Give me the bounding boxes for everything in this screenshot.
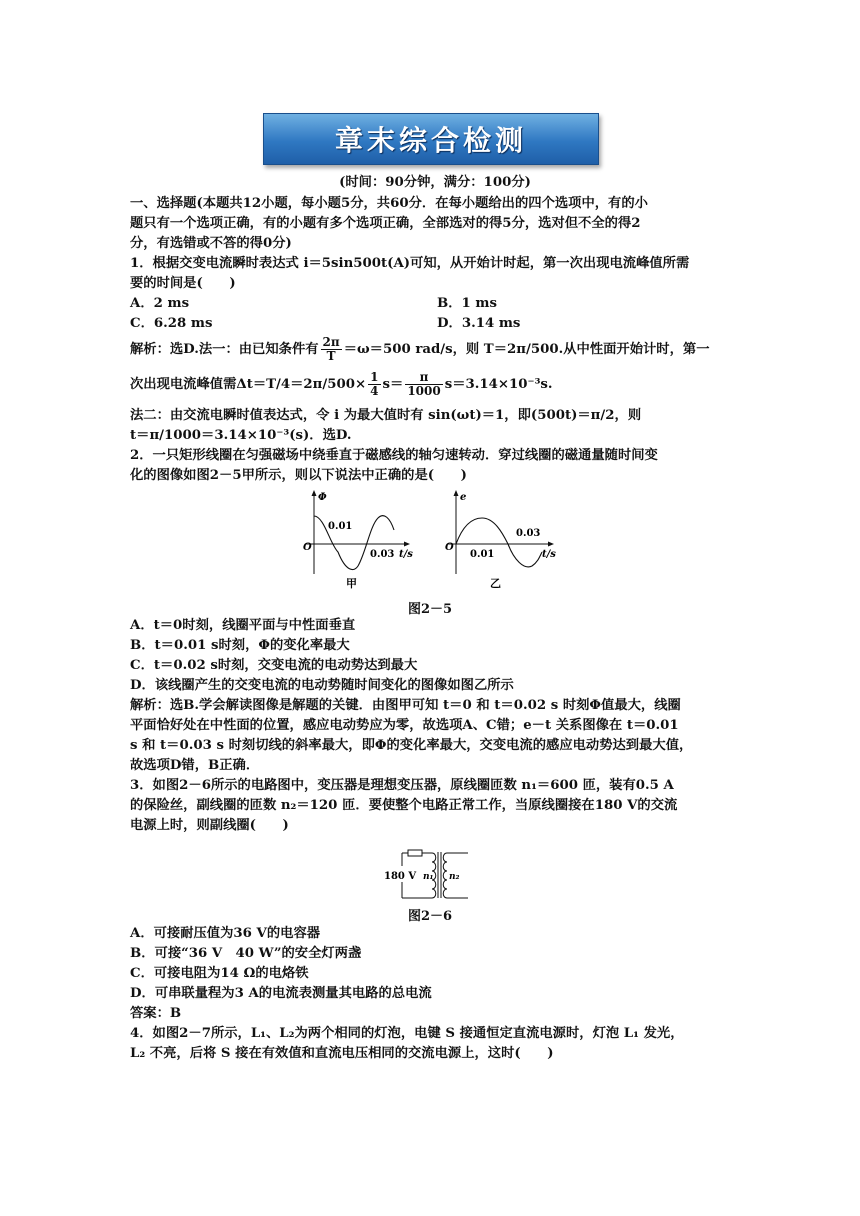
figure-2-5-caption: 图2－5 bbox=[407, 602, 453, 617]
q2-option-c: C．t＝0.02 s时刻，交变电流的电动势达到最大 bbox=[130, 658, 418, 673]
graph-jia bbox=[303, 490, 413, 590]
section-intro-line-2: 题只有一个选项正确，有的小题有多个选项正确，全部选对的得5分，选对但不全的得2 bbox=[130, 216, 641, 231]
tick-001-jia: 0.01 bbox=[328, 521, 353, 532]
q2-solution-line-4: 故选项D错，B正确． bbox=[130, 758, 260, 773]
q2-option-b: B．t＝0.01 s时刻，Φ的变化率最大 bbox=[130, 638, 350, 653]
q1-solution-line-2 bbox=[130, 371, 740, 398]
emf-curve-yi bbox=[456, 518, 542, 567]
q3-stem-line-3: 电源上时，则副线圈( ) bbox=[130, 818, 289, 833]
origin-jia: O bbox=[303, 542, 312, 553]
y-arrow-yi bbox=[454, 490, 459, 496]
y-arrow-jia bbox=[312, 490, 317, 496]
x-arrow-jia bbox=[404, 542, 410, 547]
q2-solution-line-1: 解析：选B.学会解读图像是解题的关键．由图甲可知 t＝0 和 t＝0.02 s 时刻Φ值最大，线圈 bbox=[130, 698, 681, 713]
q2-option-d: D．该线圈产生的交变电流的电动势随时间变化的图像如图乙所示 bbox=[130, 678, 514, 693]
graph-yi bbox=[445, 490, 556, 590]
q3-stem-line-2: 的保险丝，副线圈的匝数 n₂＝120 匝．要使整个电路正常工作，当原线圈接在180 V的交流 bbox=[130, 798, 678, 813]
q1-fraction-pi-over-1000 bbox=[405, 371, 442, 398]
frac-den: T bbox=[326, 349, 336, 363]
tick-003-yi: 0.03 bbox=[516, 528, 541, 539]
xlabel-jia: t/s bbox=[399, 549, 413, 560]
section-intro-line-3: 分，有选错或不答的得0分) bbox=[130, 236, 292, 251]
q1-option-row-2 bbox=[130, 314, 740, 334]
frac-den: 4 bbox=[370, 384, 379, 398]
ylabel-jia: Φ bbox=[318, 492, 327, 503]
q1-option-b: B．1 ms bbox=[437, 296, 497, 311]
q1-sol2-mid: s＝ bbox=[382, 377, 404, 392]
frac-den: 1000 bbox=[407, 384, 441, 398]
origin-yi: O bbox=[445, 542, 454, 553]
q1-option-c: C．6.28 ms bbox=[130, 316, 213, 331]
caption-jia: 甲 bbox=[346, 577, 357, 590]
q1-sol2-post: s＝3.14×10⁻³s. bbox=[444, 377, 553, 392]
q2-solution-line-2: 平面恰好处在中性面的位置，感应电动势应为零，故选项A、C错；e－t 关系图像在 t＝0.01 bbox=[130, 718, 679, 733]
q1-stem-line-2: 要的时间是( ) bbox=[130, 276, 236, 291]
q1-fraction-2pi-over-t bbox=[321, 336, 342, 363]
flux-curve-jia bbox=[314, 516, 394, 570]
n1-label: n₁ bbox=[423, 872, 434, 882]
frac-num: π bbox=[405, 371, 442, 385]
q1-sol-post: ＝ω＝500 rad/s，则 T＝2π/500.从中性面开始计时，第一 bbox=[343, 342, 710, 357]
figure-2-6-transformer bbox=[380, 846, 476, 904]
q2-stem-line-1: 2．一只矩形线圈在匀强磁场中绕垂直于磁感线的轴匀速转动．穿过线圈的磁通量随时间变 bbox=[130, 448, 658, 463]
q2-solution-line-3: s 和 t＝0.03 s 时刻切线的斜率最大，即Φ的变化率最大，交变电流的感应电动势达到最大值， bbox=[130, 738, 693, 753]
xlabel-yi: t/s bbox=[542, 549, 556, 560]
banner-title: 章末综合检测 bbox=[334, 124, 527, 157]
q3-option-b: B．可接“36 V 40 W”的安全灯两盏 bbox=[130, 946, 362, 961]
q3-stem-line-1: 3．如图2－6所示的电路图中，变压器是理想变压器，原线圈匝数 n₁＝600 匝，装有0.5 A bbox=[130, 778, 674, 793]
frac-num: 2π bbox=[322, 335, 340, 349]
tick-001-yi: 0.01 bbox=[470, 549, 495, 560]
source-voltage-label: 180 V bbox=[384, 871, 417, 882]
q1-option-row-1 bbox=[130, 294, 740, 314]
figure-2-5 bbox=[296, 486, 566, 594]
q1-stem-line-1: 1．根据交变电流瞬时表达式 i＝5sin500t(A)可知，从开始计时起，第一次出现电流峰值所需 bbox=[130, 256, 690, 271]
q3-option-a: A．可接耐压值为36 V的电容器 bbox=[130, 926, 321, 941]
exam-meta: (时间：90分钟，满分：100分) bbox=[339, 175, 531, 190]
q2-stem-line-2: 化的图像如图2－5甲所示，则以下说法中正确的是( ) bbox=[130, 468, 467, 483]
chapter-banner bbox=[263, 113, 599, 165]
tick-003-jia: 0.03 bbox=[370, 549, 395, 560]
q1-sol-pre: 解析：选D.法一：由已知条件有 bbox=[130, 342, 319, 357]
frac-num: 1 bbox=[370, 370, 379, 384]
q2-option-a: A．t＝0时刻，线圈平面与中性面垂直 bbox=[130, 618, 356, 633]
q1-sol2-pre: 次出现电流峰值需Δt＝T/4＝2π/500× bbox=[130, 377, 367, 392]
q4-stem-line-2: L₂ 不亮，后将 S 接在有效值和直流电压相同的交流电源上，这时( ) bbox=[130, 1046, 554, 1061]
caption-yi: 乙 bbox=[490, 577, 501, 590]
figure-2-6-caption: 图2－6 bbox=[407, 909, 453, 924]
secondary-coil-icon bbox=[443, 853, 447, 898]
q4-stem-line-1: 4．如图2－7所示，L₁、L₂为两个相同的灯泡，电键 S 接通恒定直流电源时，灯泡 L₁ 发光， bbox=[130, 1026, 684, 1041]
q1-fraction-one-quarter bbox=[368, 371, 380, 398]
q3-option-d: D．可串联量程为3 A的电流表测量其电路的总电流 bbox=[130, 986, 432, 1001]
q1-solution-line-3: 法二：由交流电瞬时值表达式，令 i 为最大值时有 sin(ωt)＝1，即(500t)＝π/2，则 bbox=[130, 408, 642, 423]
x-arrow-yi bbox=[548, 542, 554, 547]
q1-option-d: D．3.14 ms bbox=[437, 316, 521, 331]
section-intro-line-1: 一、选择题(本题共12小题，每小题5分，共60分．在每小题给出的四个选项中，有的小 bbox=[130, 196, 648, 211]
n2-label: n₂ bbox=[449, 872, 460, 882]
ylabel-yi: e bbox=[460, 492, 467, 503]
q1-solution-line-1 bbox=[130, 336, 740, 363]
fuse-icon bbox=[408, 850, 422, 856]
q1-solution-line-4: t＝π/1000＝3.14×10⁻³(s)．选D. bbox=[130, 428, 352, 443]
q3-option-c: C．可接电阻为14 Ω的电烙铁 bbox=[130, 966, 309, 981]
q3-answer: 答案：B bbox=[130, 1006, 182, 1021]
q1-option-a: A．2 ms bbox=[130, 296, 190, 311]
